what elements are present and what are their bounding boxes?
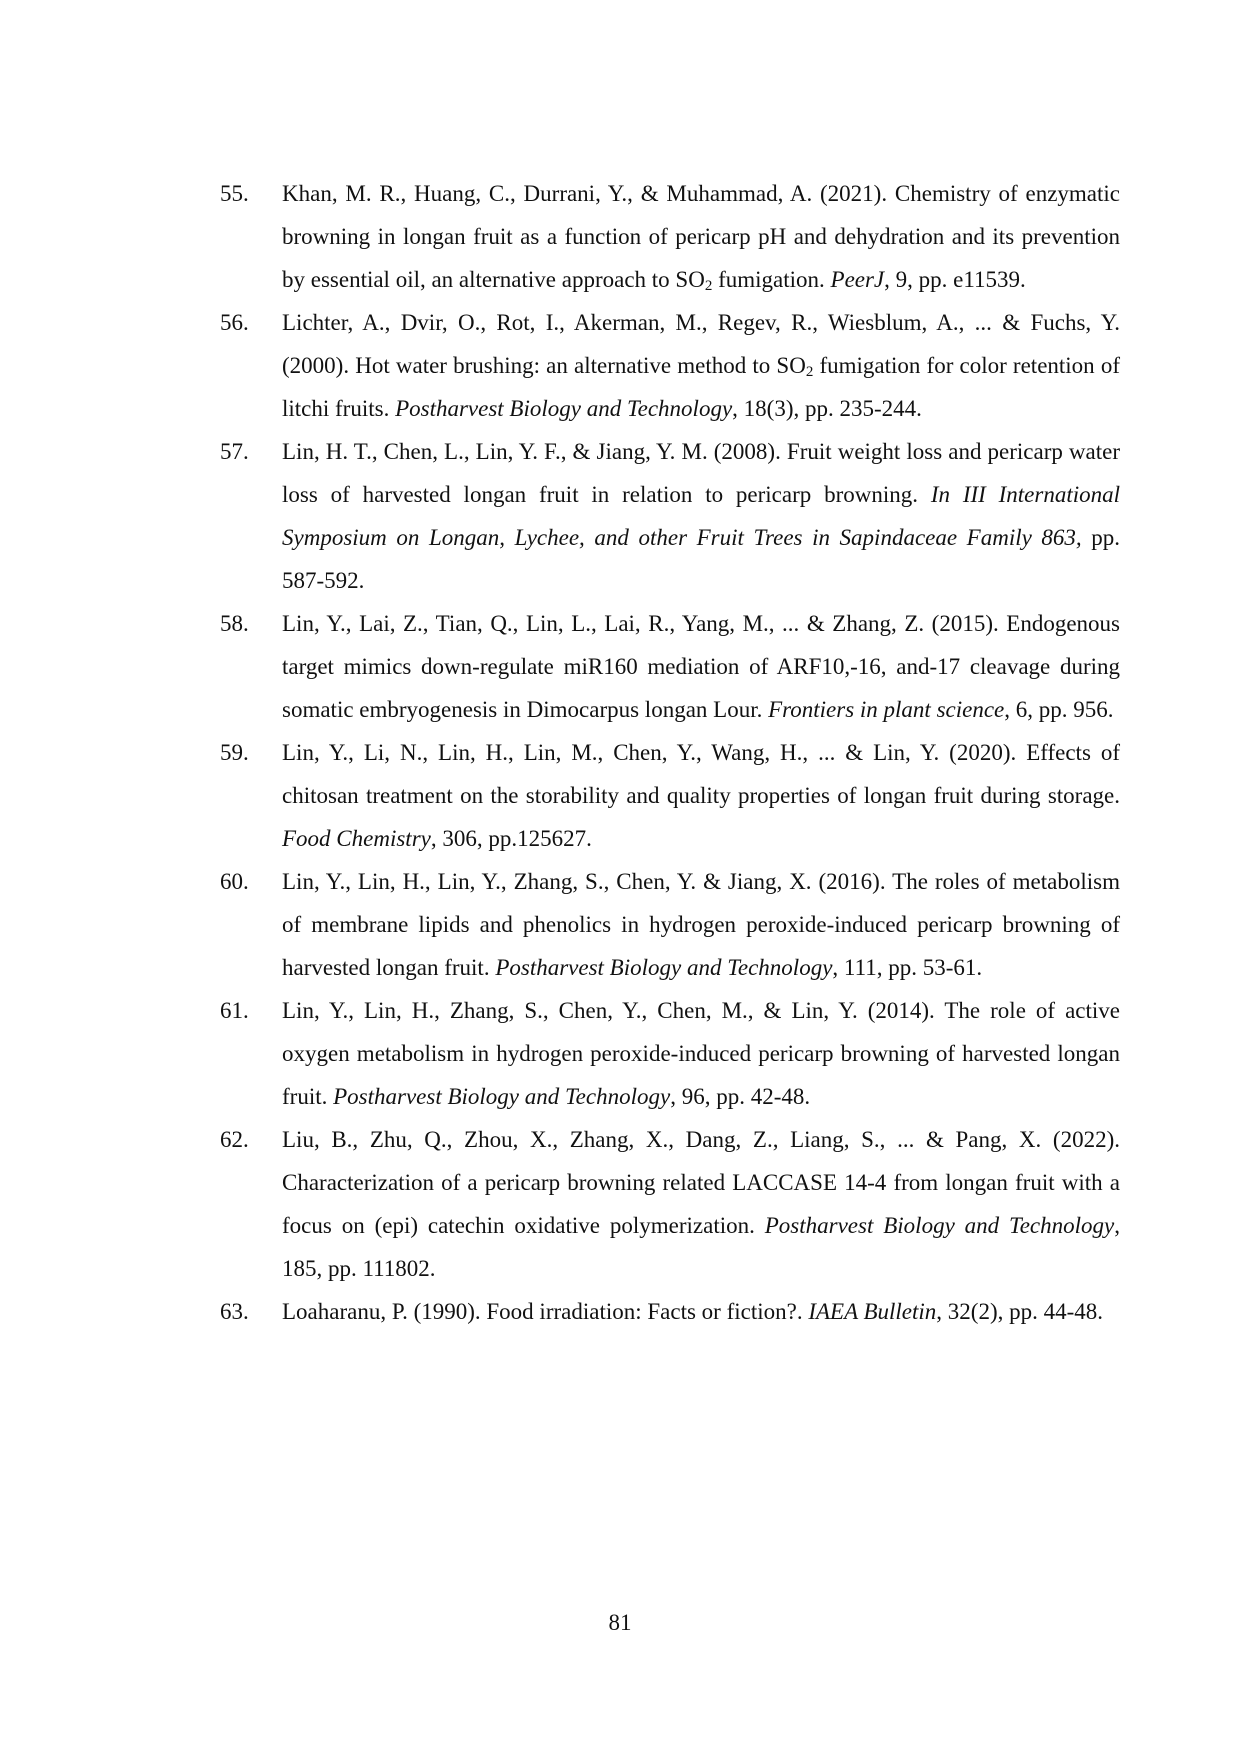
reference-source-title: IAEA Bulletin [808,1299,937,1324]
reference-entry [220,430,1120,602]
reference-text-segment: Lin, Y., Lin, H., Lin, Y., Zhang, S., Chen, Y. & Jiang, X. (2016). The roles of metabolism of membrane lipids and phenolics in hydrogen peroxide-induced pericarp browning of harvested longan fruit. [282,869,1120,980]
reference-source-title: Postharvest Biology and Technology [764,1213,1115,1238]
subscript-text: 2 [805,364,814,380]
reference-entry [220,989,1120,1118]
reference-text-segment: , 9, pp. e11539. [884,267,1026,292]
reference-source-title: Postharvest Biology and Technology [395,396,733,421]
subscript-text: 2 [704,278,713,294]
reference-text-segment: Lin, Y., Li, N., Lin, H., Lin, M., Chen, Y., Wang, H., ... & Lin, Y. (2020). Effects of chitosan treatment on the storability and quality properties of longan fruit during storage. [282,740,1120,808]
reference-text-segment: Lin, H. T., Chen, L., Lin, Y. F., & Jiang, Y. M. (2008). Fruit weight loss and pericarp water loss of harvested longan fruit in relation to pericarp browning. [282,439,1120,507]
reference-source-title: Frontiers in plant science [768,697,1005,722]
reference-number: 60. [220,869,249,894]
page-number: 81 [608,1610,632,1635]
reference-text [282,989,1120,1118]
reference-text-segment: , 96, pp. 42-48. [670,1084,811,1109]
reference-source-title: Postharvest Biology and Technology [333,1084,671,1109]
reference-text [282,1118,1120,1290]
reference-number: 55. [220,181,249,206]
reference-entry [220,602,1120,731]
reference-entry [220,1118,1120,1290]
reference-entry [220,860,1120,989]
reference-number: 58. [220,611,249,636]
reference-source-title: Food Chemistry [282,826,431,851]
reference-text [282,430,1120,602]
reference-text [282,301,1120,430]
reference-text-segment: Lin, Y., Lin, H., Zhang, S., Chen, Y., Chen, M., & Lin, Y. (2014). The role of active oxygen metabolism in hydrogen peroxide-induced pericarp browning of harvested longan fruit. [282,998,1120,1109]
reference-text [282,1290,1120,1333]
reference-entry [220,172,1120,301]
reference-number: 59. [220,740,249,765]
reference-text-segment: Khan, M. R., Huang, C., Durrani, Y., & Muhammad, A. (2021). Chemistry of enzymatic browning in longan fruit as a function of pericarp pH and dehydration and its prevention by essential oil, an alternative approach to SO [282,181,1120,292]
reference-text-segment: fumigation. [712,267,831,292]
reference-source-title: Postharvest Biology and Technology [495,955,833,980]
reference-text [282,602,1120,731]
reference-text-segment: , 185, pp. 111802. [282,1213,1120,1281]
reference-text-segment: pp. 587-592. [282,525,1120,593]
reference-text-segment: , 32(2), pp. 44-48. [936,1299,1104,1324]
reference-text-segment: , 18(3), pp. 235-244. [732,396,922,421]
reference-number: 57. [220,439,249,464]
reference-text-segment: fumigation for color retention of litchi fruits. [282,353,1120,421]
reference-text [282,731,1120,860]
reference-number: 61. [220,998,249,1023]
reference-source-title: PeerJ [830,267,885,292]
reference-text-segment: Lichter, A., Dvir, O., Rot, I., Akerman, M., Regev, R., Wiesblum, A., ... & Fuchs, Y. (2000). Hot water brushing: an alternative method to SO [282,310,1120,378]
reference-entry [220,731,1120,860]
reference-source-title: In III International Symposium on Longan, Lychee, and other Fruit Trees in Sapindaceae Family 863, [282,482,1120,550]
reference-text [282,172,1120,301]
reference-number: 62. [220,1127,249,1152]
reference-text-segment: Loaharanu, P. (1990). Food irradiation: Facts or fiction?. [282,1299,809,1324]
reference-list [220,172,1120,1333]
reference-number: 56. [220,310,249,335]
reference-text-segment: , 111, pp. 53-61. [832,955,983,980]
reference-text-segment: , 6, pp. 956. [1004,697,1114,722]
reference-text [282,860,1120,989]
reference-entry [220,301,1120,430]
reference-entry [220,1290,1120,1333]
reference-text-segment: Liu, B., Zhu, Q., Zhou, X., Zhang, X., Dang, Z., Liang, S., ... & Pang, X. (2022). Characterization of a pericarp browning related LACCASE 14-4 from longan fruit with a focus on (epi) catechin oxidative polymerization. [282,1127,1120,1238]
reference-number: 63. [220,1299,249,1324]
reference-text-segment: , 306, pp.125627. [430,826,592,851]
reference-text-segment: Lin, Y., Lai, Z., Tian, Q., Lin, L., Lai, R., Yang, M., ... & Zhang, Z. (2015). Endogenous target mimics down-regulate miR160 mediation of ARF10,-16, and-17 cleavage during somatic embryogenesis in Dimocarpus longan Lour. [282,611,1120,722]
